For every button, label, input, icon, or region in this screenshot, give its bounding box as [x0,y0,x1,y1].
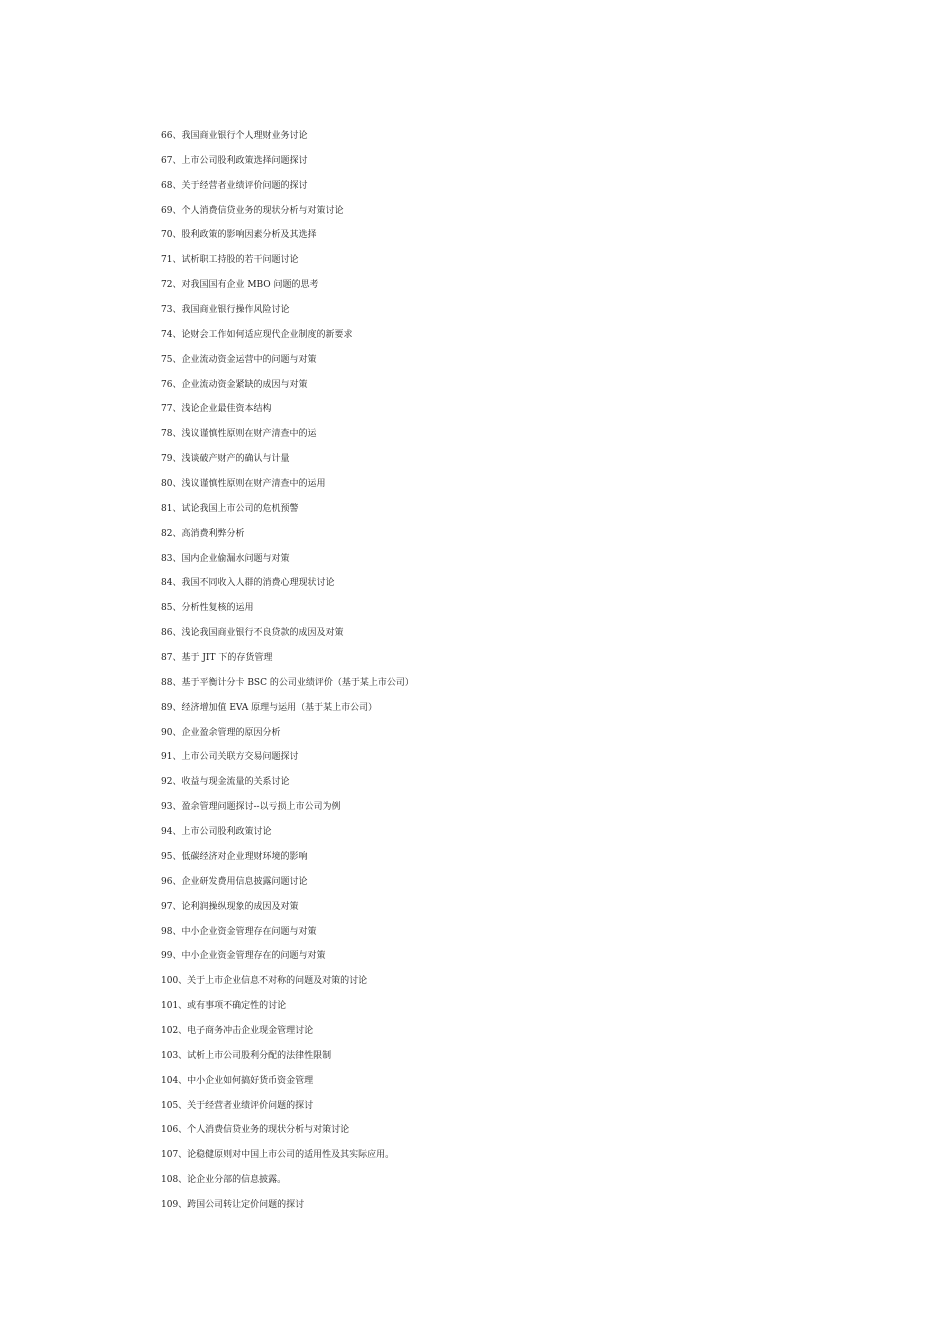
list-item: 71、试析职工持股的若干问题讨论 [161,255,299,266]
list-item: 78、浅议谨慎性原则在财产清查中的运 [161,429,317,440]
list-item: 70、股利政策的影响因素分析及其选择 [161,230,317,241]
list-item: 109、跨国公司转让定价问题的探讨 [161,1199,305,1210]
list-item: 99、中小企业资金管理存在的问题与对策 [161,951,326,962]
list-item: 101、或有事项不确定性的讨论 [161,1001,287,1012]
list-item: 95、低碳经济对企业理财环境的影响 [161,851,308,862]
list-item: 86、浅论我国商业银行不良贷款的成因及对策 [161,628,344,639]
list-item: 81、试论我国上市公司的危机预警 [161,503,299,514]
list-item: 93、盈余管理问题探讨--以亏损上市公司为例 [161,802,341,813]
list-item: 100、关于上市企业信息不对称的问题及对策的讨论 [161,976,368,987]
list-item: 77、浅论企业最佳资本结构 [161,404,272,415]
list-item: 97、论利润操纵现象的成因及对策 [161,901,299,912]
list-item: 91、上市公司关联方交易问题探讨 [161,752,299,763]
list-item: 82、高消费利弊分析 [161,528,245,539]
list-item: 89、经济增加值 EVA 原理与运用（基于某上市公司） [161,702,378,713]
list-item: 107、论稳健原则对中国上市公司的适用性及其实际应用。 [161,1150,395,1161]
list-item: 83、国内企业偷漏水问题与对策 [161,553,290,564]
list-item: 85、分析性复核的运用 [161,603,254,614]
list-item: 67、上市公司股利政策选择问题探讨 [161,155,308,166]
list-item: 76、企业流动资金紧缺的成因与对策 [161,379,308,390]
list-item: 72、对我国国有企业 MBO 问题的思考 [161,280,319,291]
list-item: 92、收益与现金流量的关系讨论 [161,777,290,788]
list-item: 79、浅谈破产财产的确认与计量 [161,454,290,465]
list-item: 75、企业流动资金运营中的问题与对策 [161,354,317,365]
list-item: 66、我国商业银行个人理财业务讨论 [161,131,308,141]
list-item: 96、企业研发费用信息披露问题讨论 [161,876,308,887]
list-item: 87、基于 JIT 下的存货管理 [161,653,273,664]
list-item: 84、我国不同收入人群的消费心理现状讨论 [161,578,335,589]
list-item: 106、个人消费信贷业务的现状分析与对策讨论 [161,1125,350,1136]
list-item: 69、个人消费信贷业务的现状分析与对策讨论 [161,205,344,216]
list-item: 103、试析上市公司股利分配的法律性限制 [161,1050,332,1061]
list-item: 94、上市公司股利政策讨论 [161,827,272,838]
list-item: 98、中小企业资金管理存在问题与对策 [161,926,317,937]
list-item: 74、论财会工作如何适应现代企业制度的新要求 [161,329,353,340]
list-item: 68、关于经营者业绩评价问题的探讨 [161,180,308,191]
list-item: 102、电子商务冲击企业现金管理讨论 [161,1025,314,1036]
list-item: 105、关于经营者业绩评价问题的探讨 [161,1100,314,1111]
list-item: 108、论企业分部的信息披露。 [161,1175,287,1186]
list-item: 88、基于平衡计分卡 BSC 的公司业绩评价（基于某上市公司） [161,677,414,688]
topic-list [161,126,414,1220]
list-item: 73、我国商业银行操作风险讨论 [161,305,290,316]
list-item: 104、中小企业如何搞好货币资金管理 [161,1075,314,1086]
list-item: 80、浅议谨慎性原则在财产清查中的运用 [161,479,326,490]
list-item: 90、企业盈余管理的原因分析 [161,727,281,738]
